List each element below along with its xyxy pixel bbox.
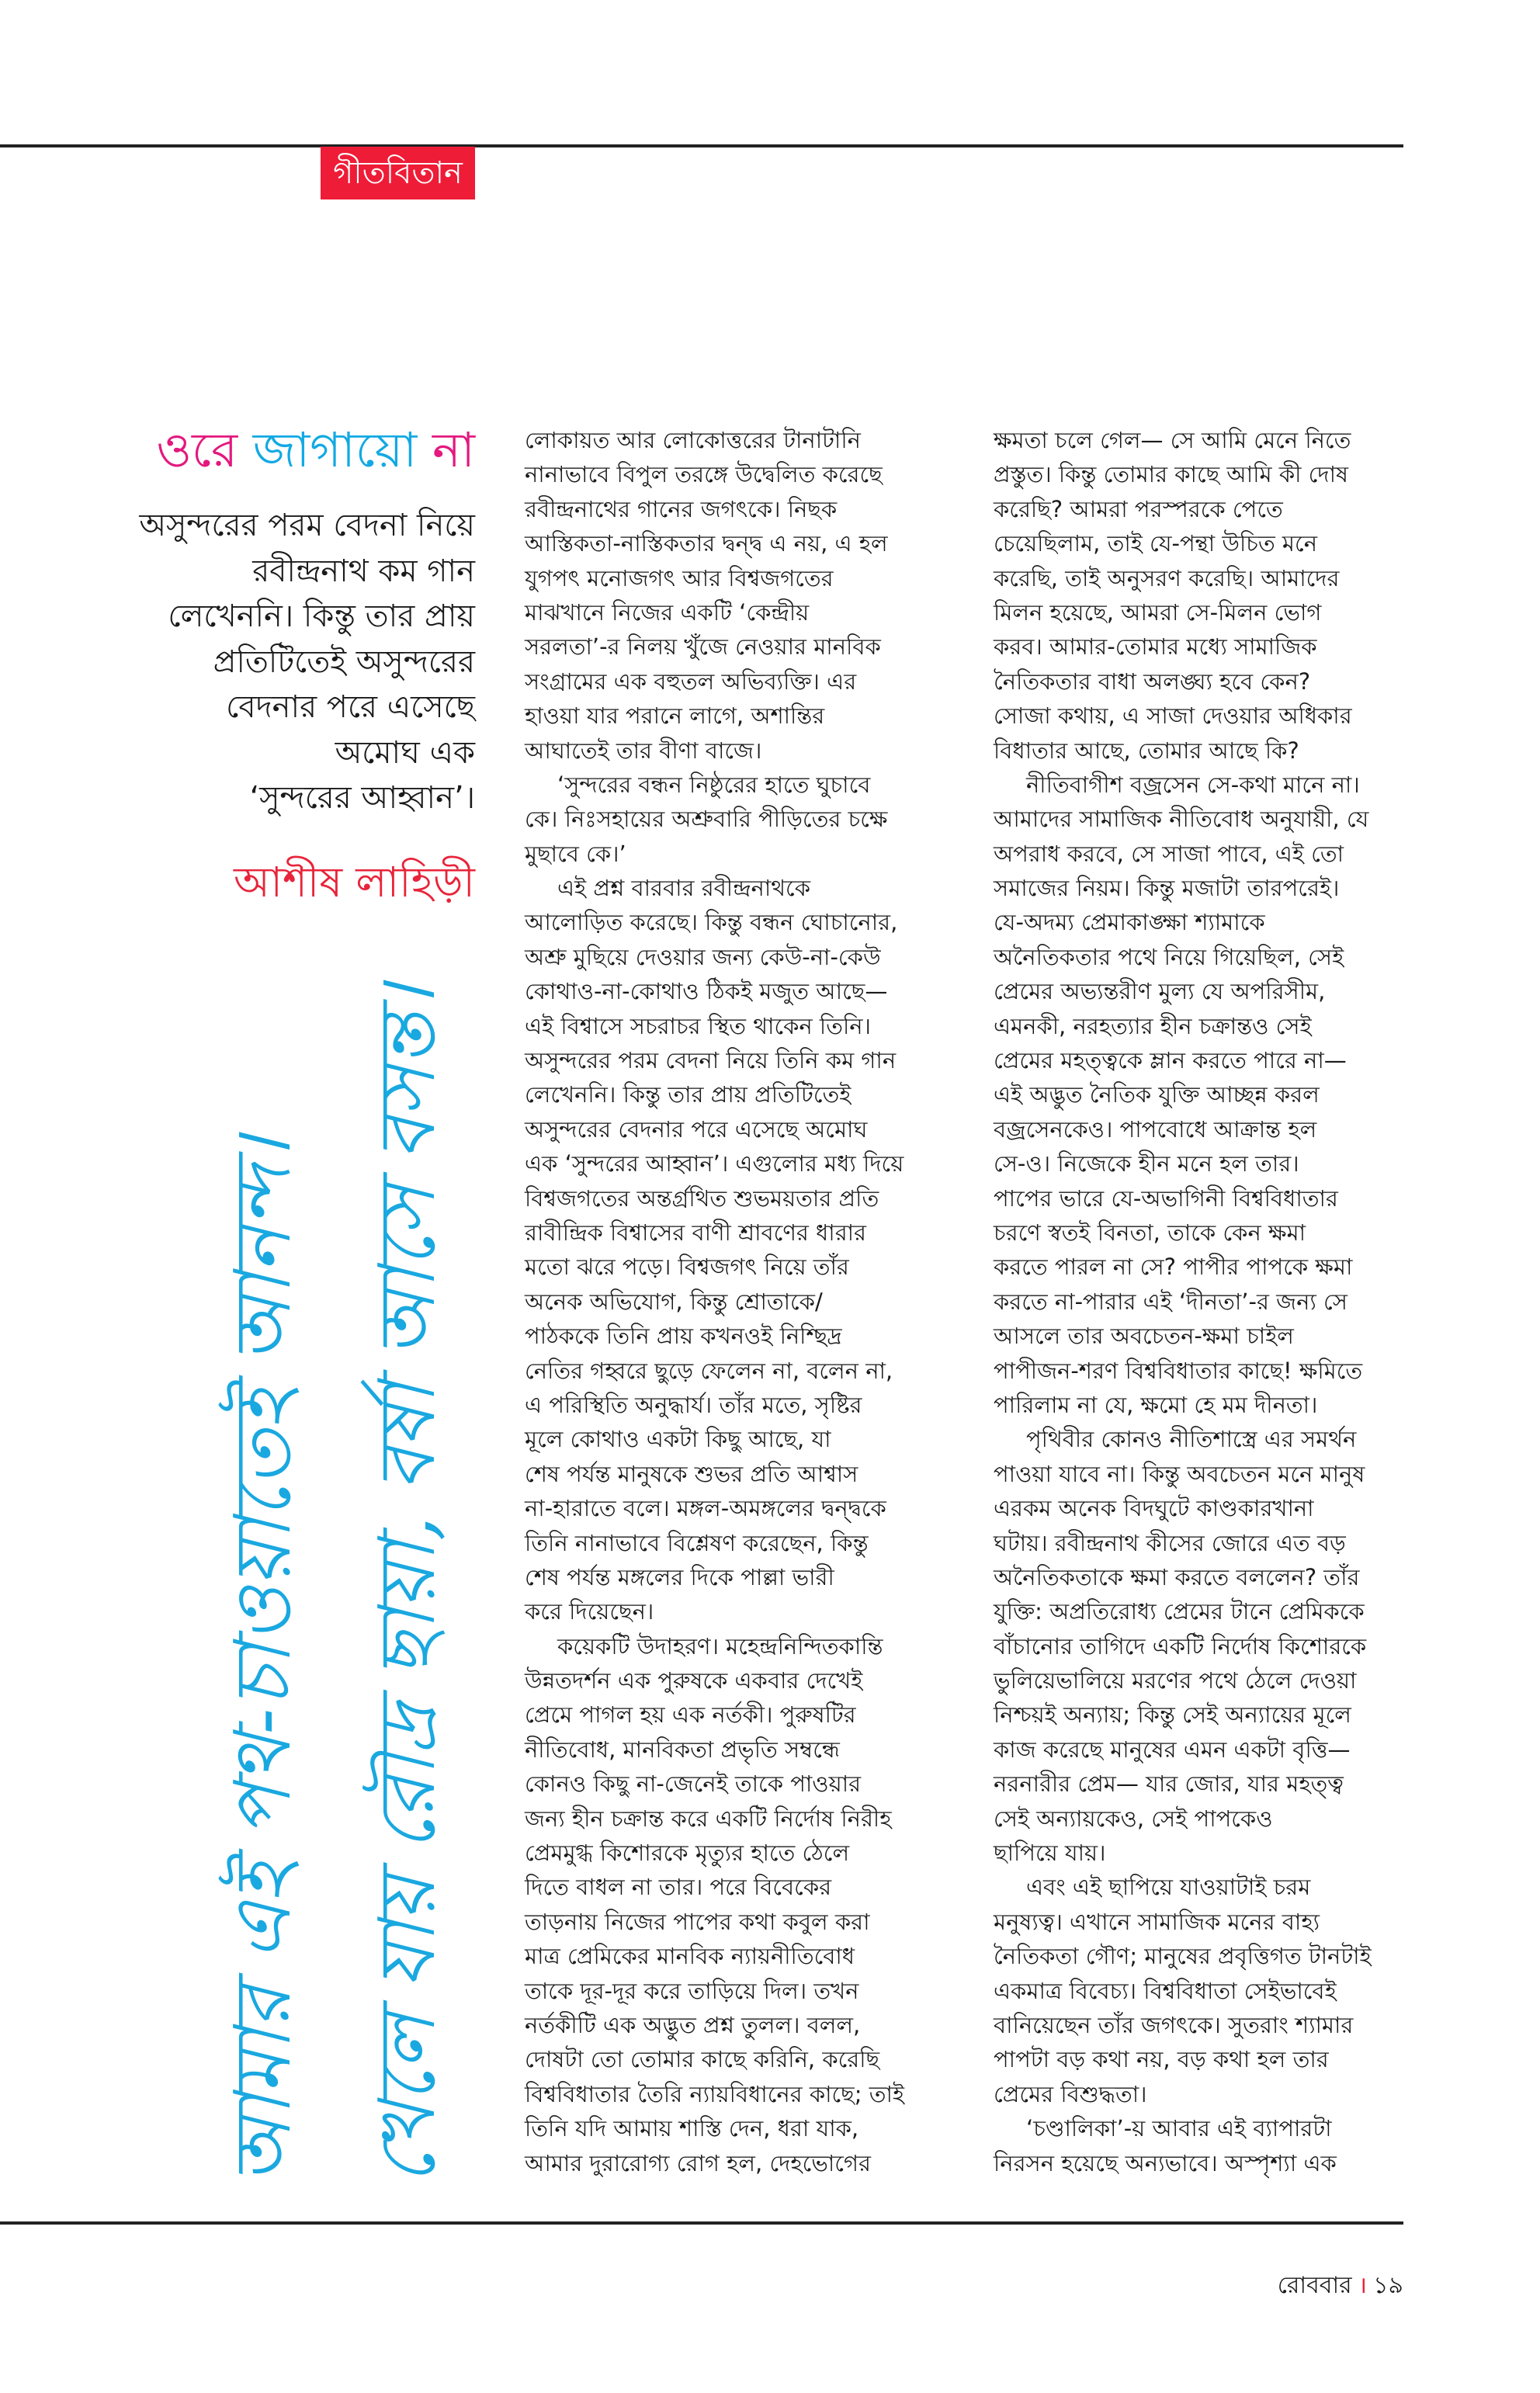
text-line: সরলতা’-র নিলয় খুঁজে নেওয়ার মানবিক	[525, 633, 881, 661]
text-line: রাবীন্দ্রিক বিশ্বাসের বাণী শ্রাবণের ধারার	[525, 1219, 867, 1246]
deck-line: রবীন্দ্রনাথ কম গান	[252, 553, 475, 589]
text-line: দিতে বাধল না তার। পরে বিবেকের	[525, 1874, 832, 1901]
text-line: উন্নতদর্শন এক পুরুষকে একবার দেখেই	[525, 1667, 863, 1694]
deck-line: প্রতিটিতেই অসুন্দরের	[213, 643, 475, 680]
text-line: ভুলিয়েভালিয়ে মরণের পথে ঠেলে দেওয়া	[994, 1667, 1357, 1694]
text-line: পাপটা বড় কথা নয়, বড় কথা হল তার	[994, 2046, 1329, 2073]
text-line: মূলে কোথাও একটা কিছু আছে, যা	[525, 1426, 831, 1453]
text-line: প্রেমমুগ্ধ কিশোরকে মৃত্যুর হাতে ঠেলে	[525, 1840, 850, 1867]
text-line: কাজ করেছে মানুষের এমন একটা বৃত্তি—	[994, 1736, 1351, 1763]
title-part-2: জাগায়ো	[252, 421, 418, 478]
top-rule	[0, 144, 1403, 147]
text-line: আলোড়িত করেছে। কিন্তু বন্ধন ঘোচানোর,	[525, 909, 898, 936]
text-line: করব। আমার-তোমার মধ্যে সামাজিক	[994, 633, 1317, 661]
text-line: অনেক অভিযোগ, কিন্তু শ্রোতাকে/	[525, 1288, 823, 1315]
title-part-1: ওরে	[156, 421, 238, 478]
text-line: তাকে দূর-দূর করে তাড়িয়ে দিল। তখন	[525, 1977, 859, 2004]
text-line: বানিয়েছেন তাঁর জগৎকে। সুতরাং শ্যামার	[994, 2011, 1354, 2038]
deck-line: লেখেননি। কিন্তু তার প্রায়	[168, 598, 475, 634]
text-line: বিশ্ববিধাতার তৈরি ন্যায়বিধানের কাছে; তাই	[525, 2080, 904, 2107]
text-line: করেছি, তাই অনুসরণ করেছি। আমাদের	[994, 564, 1340, 591]
footer-separator: ।	[1358, 2272, 1368, 2299]
text-line: সমাজের নিয়ম। কিন্তু মজাটা তারপরেই।	[994, 875, 1340, 902]
text-line: করে দিয়েছেন।	[525, 1598, 654, 1625]
text-line: ‘চণ্ডালিকা’-য় আবার এই ব্যাপারটা	[1026, 2115, 1332, 2142]
text-line: এই অদ্ভুত নৈতিক যুক্তি আচ্ছন্ন করল	[994, 1081, 1320, 1108]
text-line: কোনও কিছু না-জেনেই তাকে পাওয়ার	[525, 1770, 862, 1798]
author-byline: আশীষ লাহিড়ী	[233, 858, 475, 907]
body-column-2	[994, 423, 1405, 2180]
text-line: আমার দুরারোগ্য রোগ হল, দেহভোগের	[525, 2149, 871, 2176]
text-line: সে-ও। নিজেকে হীন মনে হল তার।	[994, 1150, 1299, 1177]
text-line: কোথাও-না-কোথাও ঠিকই মজুত আছে—	[525, 978, 888, 1005]
text-line: কে। নিঃসহায়ের অশ্রুবারি পীড়িতের চক্ষে	[525, 806, 888, 833]
text-line: সোজা কথায়, এ সাজা দেওয়ার অধিকার	[994, 702, 1352, 730]
text-line: নীতিবাগীশ বজ্রসেন সে-কথা মানে না।	[1026, 771, 1360, 798]
text-line: না-হারাতে বলে। মঙ্গল-অমঙ্গলের দ্বন্দ্বকে	[525, 1495, 886, 1522]
text-line: পারিলাম না যে, ক্ষমো হে মম দীনতা।	[994, 1391, 1318, 1418]
text-line: নানাভাবে বিপুল তরঙ্গে উদ্বেলিত করেছে	[525, 461, 883, 488]
text-line: সেই অন্যায়কেও, সেই পাপকেও	[994, 1805, 1273, 1832]
text-line: বিশ্বজগতের অন্তর্গ্রথিত শুভময়তার প্রতি	[525, 1184, 879, 1212]
text-line: যে-অদম্য প্রেমাকাঙ্ক্ষা শ্যামাকে	[994, 909, 1265, 936]
text-line: লোকায়ত আর লোকোত্তরের টানাটানি	[525, 427, 861, 453]
text-line: প্রেমের অভ্যন্তরীণ মুল্য যে অপরিসীম,	[994, 978, 1326, 1005]
text-line: যুক্তি: অপ্রতিরোধ্য প্রেমের টানে প্রেমিককে	[994, 1598, 1365, 1625]
text-line: নিরসন হয়েছে অন্যভাবে। অস্পৃশ্যা এক	[994, 2149, 1337, 2176]
text-line: ক্ষমতা চলে গেল— সে আমি মেনে নিতে	[994, 427, 1351, 453]
text-line: অসুন্দরের পরম বেদনা নিয়ে তিনি কম গান	[525, 1047, 897, 1074]
bottom-rule	[0, 2221, 1403, 2225]
calligraphy-line-1: আমার এই পথ-চাওয়াতেই আনন্দ।	[217, 1136, 308, 2185]
text-line: মিলন হয়েছে, আমরা সে-মিলন ভোগ	[994, 598, 1322, 626]
text-line: চেয়েছিলাম, তাই যে-পন্থা উচিত মনে	[994, 530, 1318, 557]
text-line: আসলে তার অবচেতন-ক্ষমা চাইল	[994, 1323, 1294, 1350]
text-line: পৃথিবীর কোনও নীতিশাস্ত্রে এর সমর্থন	[1026, 1426, 1357, 1453]
text-line: করেছি? আমরা পরস্পরকে পেতে	[994, 495, 1283, 522]
text-line: শেষ পর্যন্ত মঙ্গলের দিকে পাল্লা ভারী	[525, 1563, 834, 1590]
text-line: জন্য হীন চক্রান্ত করে একটি নির্দোষ নিরীহ	[525, 1805, 892, 1832]
text-line: অপরাধ করবে, সে সাজা পাবে, এই তো	[994, 840, 1344, 867]
body-column-1	[525, 423, 936, 2180]
text-line: মনুষ্যত্ব। এখানে সামাজিক মনের বাহ্য	[994, 1908, 1320, 1935]
text-line: পাপের ভারে যে-অভাগিনী বিশ্ববিধাতার	[994, 1184, 1338, 1212]
text-line: অনৈতিকতার পথে নিয়ে গিয়েছিল, সেই	[994, 943, 1344, 970]
text-line: করতে না-পারার এই ‘দীনতা’-র জন্য সে	[994, 1288, 1348, 1315]
page-number: ১৯	[1373, 2272, 1403, 2299]
title-part-3: না	[432, 421, 475, 478]
text-line: পাঠককে তিনি প্রায় কখনওই নিশ্ছিদ্র	[525, 1323, 842, 1350]
article-deck	[9, 503, 475, 821]
text-line: নিশ্চয়ই অন্যায়; কিন্তু সেই অন্যায়ের মূলে	[994, 1701, 1351, 1729]
text-line: শেষ পর্যন্ত মানুষকে শুভর প্রতি আশ্বাস	[525, 1460, 858, 1487]
text-line: আস্তিকতা-নাস্তিকতার দ্বন্দ্ব এ নয়, এ হল	[525, 530, 888, 557]
text-line: করতে পারল না সে? পাপীর পাপকে ক্ষমা	[994, 1254, 1353, 1281]
text-line: পাপীজন-শরণ বিশ্ববিধাতার কাছে! ক্ষমিতে	[994, 1357, 1363, 1384]
text-line: ছাপিয়ে যায়।	[994, 1840, 1106, 1867]
page-footer	[1278, 2266, 1403, 2306]
text-line: তাড়নায় নিজের পাপের কথা কবুল করা	[525, 1908, 870, 1935]
text-line: প্রেমে পাগল হয় এক নর্তকী। পুরুষটির	[525, 1701, 856, 1729]
deck-line: অমোঘ এক	[335, 734, 475, 771]
text-line: মুছাবে কে।’	[525, 840, 626, 867]
text-line: বিধাতার আছে, তোমার আছে কি?	[994, 737, 1299, 764]
text-line: মাঝখানে নিজের একটি ‘কেন্দ্রীয়	[525, 598, 810, 626]
calligraphy-line-2: খেলে যায় রৌদ্র ছায়া, বর্ষা আসে বসন্ত।	[362, 984, 453, 2185]
text-line: তিনি যদি আমায় শাস্তি দেন, ধরা যাক,	[525, 2115, 859, 2142]
text-line: রবীন্দ্রনাথের গানের জগৎকে। নিছক	[525, 495, 838, 522]
text-line: লেখেননি। কিন্তু তার প্রায় প্রতিটিতেই	[525, 1081, 852, 1108]
deck-line: বেদনার পরে এসেছে	[226, 689, 475, 725]
text-line: দোষটা তো তোমার কাছে করিনি, করেছি	[525, 2046, 880, 2073]
text-line: এই বিশ্বাসে সচরাচর স্থিত থাকেন তিনি।	[525, 1012, 871, 1039]
section-tag: গীতবিতান	[321, 147, 475, 199]
text-line: কয়েকটি উদাহরণ। মহেন্দ্রনিন্দিতকান্তি	[557, 1632, 883, 1659]
text-line: পাওয়া যাবে না। কিন্তু অবচেতন মনে মানুষ	[994, 1460, 1365, 1487]
text-line: নর্তকীটি এক অদ্ভুত প্রশ্ন তুলল। বলল,	[525, 2011, 861, 2038]
text-line: এরকম অনেক বিদঘুটে কাণ্ডকারখানা	[994, 1495, 1314, 1522]
text-line: তিনি নানাভাবে বিশ্লেষণ করেছেন, কিন্তু	[525, 1529, 869, 1556]
text-line: চরণে স্বতই বিনতা, তাকে কেন ক্ষমা	[994, 1219, 1306, 1246]
text-line: একমাত্র বিবেচ্য। বিশ্ববিধাতা সেইভাবেই	[994, 1977, 1337, 2004]
text-line: আঘাতেই তার বীণা বাজে।	[525, 737, 762, 764]
magazine-name: রোববার	[1277, 2272, 1352, 2299]
text-line: প্রেমের মহত্ত্বকে ম্লান করতে পারে না—	[994, 1047, 1347, 1074]
text-line: এক ‘সুন্দরের আহ্বান’। এগুলোর মধ্য দিয়ে	[525, 1150, 904, 1177]
text-line: এবং এই ছাপিয়ে যাওয়াটাই চরম	[1026, 1874, 1311, 1901]
text-line: সংগ্রামের এক বহুতল অভিব্যক্তি। এর	[525, 668, 857, 695]
text-line: বজ্রসেনকেও। পাপবোধে আক্রান্ত হল	[994, 1115, 1317, 1143]
text-line: অসুন্দরের বেদনার পরে এসেছে অমোঘ	[525, 1115, 868, 1143]
article-title	[156, 415, 475, 485]
deck-line: ‘সুন্দরের আহ্বান’।	[249, 780, 475, 816]
text-line: মতো ঝরে পড়ে। বিশ্বজগৎ নিয়ে তাঁর	[525, 1254, 849, 1281]
text-line: অশ্রু মুছিয়ে দেওয়ার জন্য কেউ-না-কেউ	[525, 943, 881, 970]
text-line: মাত্র প্রেমিকের মানবিক ন্যায়নীতিবোধ	[525, 1943, 855, 1970]
text-line: নৈতিকতা গৌণ; মানুষের প্রবৃত্তিগত টানটাই	[994, 1943, 1372, 1970]
text-line: নীতিবোধ, মানবিকতা প্রভৃতি সম্বন্ধে	[525, 1736, 840, 1763]
text-line: প্রস্তুত। কিন্তু তোমার কাছে আমি কী দোষ	[994, 461, 1349, 488]
text-line: নৈতিকতার বাধা অলঙ্ঘ্য হবে কেন?	[994, 668, 1311, 695]
text-line: নেতির গহ্বরে ছুড়ে ফেলেন না, বলেন না,	[525, 1357, 893, 1384]
text-line: এমনকী, নরহত্যার হীন চক্রান্তও সেই	[994, 1012, 1312, 1039]
deck-line: অসুন্দরের পরম বেদনা নিয়ে	[139, 508, 475, 543]
text-line: এই প্রশ্ন বারবার রবীন্দ্রনাথকে	[557, 875, 810, 902]
text-line: অনৈতিকতাকে ক্ষমা করতে বললেন? তাঁর	[994, 1563, 1360, 1590]
text-line: এ পরিস্থিতি অনুদ্ধার্য। তাঁর মতে, সৃষ্টির	[525, 1391, 862, 1418]
text-line: যুগপৎ মনোজগৎ আর বিশ্বজগতের	[525, 564, 834, 591]
text-line: হাওয়া যার পরানে লাগে, অশান্তির	[525, 702, 825, 730]
text-line: নরনারীর প্রেম— যার জোর, যার মহত্ত্ব	[994, 1770, 1344, 1798]
text-line: প্রেমের বিশুদ্ধতা।	[994, 2080, 1147, 2107]
text-line: ঘটায়। রবীন্দ্রনাথ কীসের জোরে এত বড়	[994, 1529, 1346, 1556]
text-line: আমাদের সামাজিক নীতিবোধ অনুযায়ী, যে	[994, 806, 1369, 833]
text-line: বাঁচানোর তাগিদে একটি নির্দোষ কিশোরকে	[994, 1632, 1367, 1659]
text-line: ‘সুন্দরের বন্ধন নিষ্ঠুরের হাতে ঘুচাবে	[557, 771, 871, 798]
